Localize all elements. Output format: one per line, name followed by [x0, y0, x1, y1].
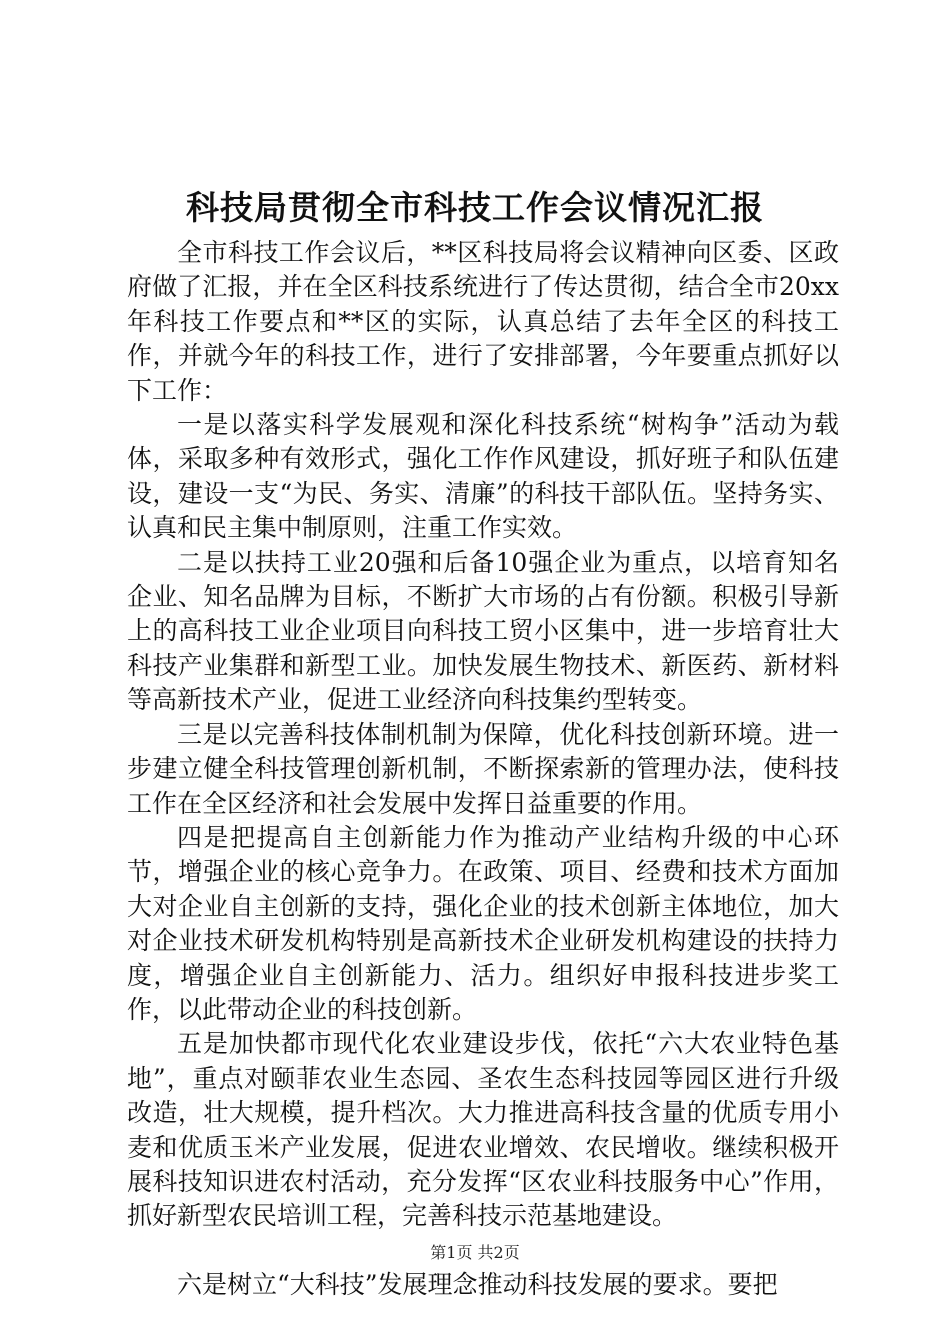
page-footer: 第1页 共2页	[430, 1243, 520, 1262]
document-body	[127, 236, 839, 1302]
paragraph-item-6: 六是树立“大科技”发展理念推动科技发展的要求。要把	[177, 1269, 778, 1299]
paragraph-item-5: 五是加快都市现代化农业建设步伐，依托“六大农业特色基地”，重点对颐菲农业生态园、圣农生态科技园等园区进行升级改造，壮大规模，提升档次。大力推进高科技含量的优质专用小麦和优质玉米产业发展，促进农业增效、农民增收。继续积极开展科技知识进农村活动，充分发挥“区农业科技服务中心”作用，抓好新型农民培训工程，完善科技示范基地建设。	[127, 1029, 839, 1231]
paragraph-item-4: 四是把提高自主创新能力作为推动产业结构升级的中心环节，增强企业的核心竞争力。在政策、项目、经费和技术方面加大对企业自主创新的支持，强化企业的技术创新主体地位，加大对企业技术研发机构特别是高新技术企业研发机构建设的扶持力度，增强企业自主创新能力、活力。组织好申报科技进步奖工作，以此带动企业的科技创新。	[127, 822, 839, 1024]
paragraph-item-2: 二是以扶持工业20强和后备10强企业为重点，以培育知名企业、知名品牌为目标，不断扩大市场的占有份额。积极引导新上的高科技工业企业项目向科技工贸小区集中，进一步培育壮大科技产业集群和新型工业。加快发展生物技术、新医药、新材料等高新技术产业，促进工业经济向科技集约型转变。	[127, 547, 839, 715]
paragraph-item-3: 三是以完善科技体制机制为保障，优化科技创新环境。进一步建立健全科技管理创新机制，不断探索新的管理办法，使科技工作在全区经济和社会发展中发挥日益重要的作用。	[127, 719, 839, 818]
paragraph-item-1: 一是以落实科学发展观和深化科技系统“树构争”活动为载体，采取多种有效形式，强化工作作风建设，抓好班子和队伍建设，建设一支“为民、务实、清廉”的科技干部队伍。坚持务实、认真和民主集中制原则，注重工作实效。	[127, 410, 839, 543]
paragraph-intro: 全市科技工作会议后，**区科技局将会议精神向区委、区政府做了汇报，并在全区科技系统进行了传达贯彻，结合全市20xx年科技工作要点和**区的实际，认真总结了去年全区的科技工作，并就今年的科技工作，进行了安排部署，今年要重点抓好以下工作：	[127, 238, 839, 405]
document-title: 科技局贯彻全市科技工作会议情况汇报	[186, 188, 764, 227]
